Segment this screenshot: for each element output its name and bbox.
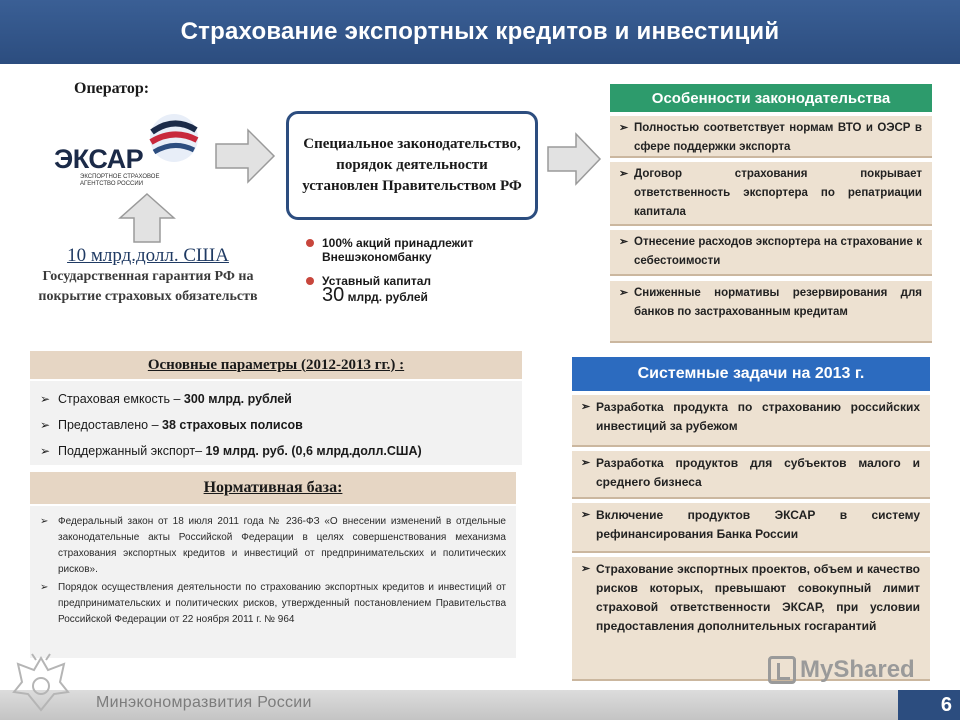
features-header: Особенности законодательства — [610, 84, 932, 112]
guarantee-block — [38, 245, 258, 307]
chevron-right-icon: ➢ — [581, 563, 591, 575]
param-item: ➢ Поддержанный экспорт– 19 млрд. руб. (0,6 млрд.долл.США) — [40, 438, 512, 464]
guarantee-text: Государственная гарантия РФ на покрытие страховых обязательств — [38, 269, 258, 304]
tasks-header: Системные задачи на 2013 г. — [572, 357, 930, 391]
chevron-right-icon: ➢ — [619, 168, 629, 180]
arrow-right-icon — [214, 128, 276, 184]
chevron-right-icon: ➢ — [40, 444, 51, 458]
feature-item: ➢ Сниженные нормативы резервирования для банков по застрахованным кредитам — [610, 281, 932, 343]
legal-framework-box — [286, 111, 538, 220]
fact-shares: 100% акций принадлежит Внешэкономбанку — [306, 236, 526, 264]
feature-item: ➢ Отнесение расходов экспортера на страхование к себестоимости — [610, 230, 932, 276]
feature-item: ➢ Договор страхования покрывает ответственность экспортера по репатриации капитала — [610, 162, 932, 226]
normative-item: ➢ Федеральный закон от 18 июля 2011 года № 236-ФЗ «О внесении изменений в отдельные законодательные акты Российской Федерации в целях совершенствования механизма страхования экспортных кредитов и инвестиций от предпринимательских и политических рисков». — [40, 516, 506, 575]
guarantee-amount: 10 млрд.долл. США — [67, 245, 229, 266]
arrow-up-icon — [118, 192, 176, 244]
legal-text: Специальное законодательство, порядок деятельности установлен Правительством РФ — [302, 136, 522, 194]
chevron-right-icon: ➢ — [619, 122, 629, 134]
capital-unit: млрд. рублей — [347, 290, 428, 304]
normative-header: Нормативная база: — [30, 472, 516, 504]
fact-capital: Уставный капитал 30 млрд. рублей — [306, 274, 526, 304]
chevron-right-icon: ➢ — [581, 401, 591, 413]
normative-item: ➢ Порядок осуществления деятельности по страхованию экспортных кредитов и инвестиций от предпринимательских и политических рисков, утвержденный постановлением Правительства Российской Федерации от 22 ноября 2011 г. № 964 — [40, 582, 506, 625]
chevron-right-icon: ➢ — [581, 509, 591, 521]
page-number: 6 — [898, 690, 960, 720]
ministry-name: Минэкономразвития России — [96, 694, 312, 711]
coat-of-arms-icon — [6, 648, 76, 718]
task-item: ➢ Страхование экспортных проектов, объем и качество рисков которых, превышают совокупный лимит страховой ответственности ЭКСАР, при условии предоставления дополнительных госгарантий — [572, 557, 930, 681]
chevron-right-icon: ➢ — [619, 236, 629, 248]
bullet-icon — [306, 277, 314, 285]
chevron-right-icon: ➢ — [40, 418, 51, 432]
logo-subtitle: ЭКСПОРТНОЕ СТРАХОВОЕ АГЕНТСТВО РОССИИ — [80, 174, 160, 187]
slide-title: Страхование экспортных кредитов и инвестиций — [180, 18, 780, 45]
watermark: MyShared — [768, 656, 915, 684]
chevron-right-icon: ➢ — [619, 287, 629, 299]
myshared-logo-icon — [768, 656, 796, 684]
task-item: ➢ Разработка продуктов для субъектов малого и среднего бизнеса — [572, 451, 930, 499]
logo-sphere-icon — [146, 110, 202, 166]
param-item: ➢ Страховая емкость – 300 млрд. рублей — [40, 386, 512, 412]
chevron-right-icon: ➢ — [581, 457, 591, 469]
exiar-logo — [38, 104, 210, 196]
arrow-right-icon — [546, 132, 602, 186]
task-item: ➢ Разработка продукта по страхованию российских инвестиций за рубежом — [572, 395, 930, 447]
normative-list — [30, 506, 516, 658]
chevron-right-icon: ➢ — [40, 392, 51, 406]
params-header: Основные параметры (2012-2013 гг.) : — [30, 351, 522, 379]
chevron-right-icon: ➢ — [40, 516, 49, 527]
facts-list — [306, 236, 526, 314]
task-item: ➢ Включение продуктов ЭКСАР в систему рефинансирования Банка России — [572, 503, 930, 553]
param-item: ➢ Предоставлено – 38 страховых полисов — [40, 412, 512, 438]
slide-header — [0, 0, 960, 64]
bullet-icon — [306, 239, 314, 247]
chevron-right-icon: ➢ — [40, 582, 49, 593]
logo-word: ЭКСАР — [54, 144, 144, 174]
params-list — [30, 381, 522, 465]
operator-label: Оператор: — [74, 80, 150, 97]
capital-value: 30 — [322, 284, 345, 306]
feature-item: ➢ Полностью соответствует нормам ВТО и ОЭСР в сфере поддержки экспорта — [610, 116, 932, 158]
